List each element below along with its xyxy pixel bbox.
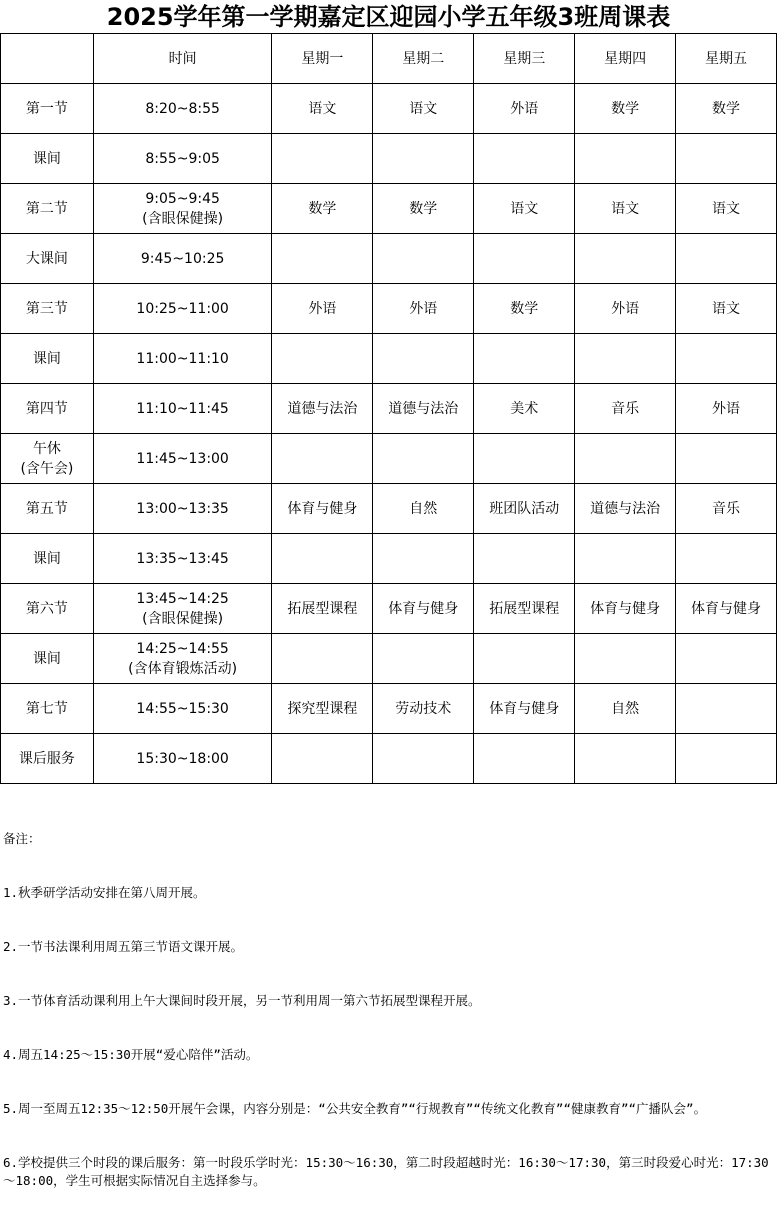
period-name: 第二节: [25, 200, 68, 217]
subject-cell: 自然: [373, 484, 474, 534]
subject-cell: [676, 434, 777, 484]
time-range: 9:05~9:45: [145, 190, 220, 207]
table-row: [1, 84, 777, 134]
table-row: [1, 334, 777, 384]
period-name-cell: [1, 334, 94, 384]
note-item: 2.一节书法课利用周五第三节语文课开展。: [3, 939, 244, 954]
period-name-cell: [1, 184, 94, 234]
note-item: 3.一节体育活动课利用上午大课间时段开展，另一节利用周一第六节拓展型课程开展。: [3, 993, 481, 1008]
time-range: 14:25~14:55: [136, 640, 229, 657]
subject-cell: [373, 434, 474, 484]
subject-cell: [575, 734, 676, 784]
period-name: 午休: [32, 440, 61, 457]
period-name: 课间: [32, 650, 61, 667]
period-name-cell: [1, 584, 94, 634]
subject-cell: [474, 434, 575, 484]
table-row: [1, 134, 777, 184]
subject-cell: [575, 234, 676, 284]
note-item: 4.周五14:25～15:30开展“爱心陪伴”活动。: [3, 1047, 259, 1062]
time-cell: [93, 484, 272, 534]
subject-cell: 语文: [676, 284, 777, 334]
time-range: 10:25~11:00: [136, 300, 229, 317]
period-name-cell: [1, 384, 94, 434]
time-cell: [93, 584, 272, 634]
time-cell: [93, 434, 272, 484]
subject-cell: [676, 134, 777, 184]
subject-cell: 体育与健身: [272, 484, 373, 534]
header-time: 时间: [93, 34, 272, 84]
period-name-cell: [1, 84, 94, 134]
subject-cell: 班团队活动: [474, 484, 575, 534]
subject-cell: 数学: [272, 184, 373, 234]
table-row: [1, 734, 777, 784]
subject-cell: [575, 434, 676, 484]
period-name-cell: [1, 634, 94, 684]
period-name: 课间: [32, 550, 61, 567]
subject-cell: 道德与法治: [272, 384, 373, 434]
subject-cell: [272, 434, 373, 484]
period-name-cell: [1, 684, 94, 734]
time-range: 11:45~13:00: [136, 450, 229, 467]
subject-cell: 体育与健身: [676, 584, 777, 634]
time-cell: [93, 684, 272, 734]
time-cell: [93, 384, 272, 434]
subject-cell: [272, 334, 373, 384]
header-day: 星期四: [575, 34, 676, 84]
subject-cell: 道德与法治: [575, 484, 676, 534]
period-name-cell: [1, 734, 94, 784]
header-blank: [1, 34, 94, 84]
time-range: 8:55~9:05: [145, 150, 220, 167]
time-cell: [93, 534, 272, 584]
period-name: 第一节: [25, 100, 68, 117]
header-day: 星期五: [676, 34, 777, 84]
subject-cell: 自然: [575, 684, 676, 734]
period-name-cell: [1, 134, 94, 184]
subject-cell: 外语: [474, 84, 575, 134]
period-name-cell: [1, 234, 94, 284]
subject-cell: 数学: [474, 284, 575, 334]
subject-cell: 劳动技术: [373, 684, 474, 734]
subject-cell: [373, 534, 474, 584]
subject-cell: 外语: [373, 284, 474, 334]
period-name: 第七节: [25, 700, 68, 717]
table-row: [1, 284, 777, 334]
subject-cell: [272, 134, 373, 184]
subject-cell: 体育与健身: [373, 584, 474, 634]
note-item: 1.秋季研学活动安排在第八周开展。: [3, 885, 206, 900]
subject-cell: 语文: [474, 184, 575, 234]
subject-cell: 数学: [575, 84, 676, 134]
period-name: 第四节: [25, 400, 68, 417]
timetable: [0, 33, 777, 784]
subject-cell: 语文: [575, 184, 676, 234]
subject-cell: [474, 634, 575, 684]
subject-cell: 语文: [373, 84, 474, 134]
subject-cell: [676, 534, 777, 584]
subject-cell: 音乐: [575, 384, 676, 434]
period-name: 课后服务: [18, 750, 75, 767]
subject-cell: [676, 334, 777, 384]
notes-heading: 备注：: [3, 831, 41, 846]
subject-cell: [373, 234, 474, 284]
subject-cell: 体育与健身: [474, 684, 575, 734]
time-range: 8:20~8:55: [145, 100, 220, 117]
notes: [3, 794, 775, 1208]
time-cell: [93, 734, 272, 784]
table-row: [1, 184, 777, 234]
table-row: [1, 234, 777, 284]
subject-cell: [272, 634, 373, 684]
subject-cell: [373, 634, 474, 684]
note-item: 6.学校提供三个时段的课后服务：第一时段乐学时光：15:30～16:30，第二时段超越时光：16:30～17:30，第三时段爱心时光：17:30～18:00，学生可根据实际情况自主选择参与。: [3, 1155, 769, 1188]
header-day: 星期二: [373, 34, 474, 84]
subject-cell: [373, 734, 474, 784]
period-name: 第五节: [25, 500, 68, 517]
time-cell: [93, 84, 272, 134]
subject-cell: 数学: [676, 84, 777, 134]
time-cell: [93, 184, 272, 234]
time-cell: [93, 134, 272, 184]
period-name: 大课间: [25, 250, 68, 267]
subject-cell: [272, 734, 373, 784]
period-name: 第六节: [25, 600, 68, 617]
subject-cell: [575, 334, 676, 384]
header-day: 星期三: [474, 34, 575, 84]
subject-cell: [474, 334, 575, 384]
period-name-cell: [1, 484, 94, 534]
subject-cell: [676, 684, 777, 734]
table-row: [1, 584, 777, 634]
table-row: [1, 484, 777, 534]
subject-cell: [373, 134, 474, 184]
time-range: 11:00~11:10: [136, 350, 229, 367]
period-name-cell: [1, 284, 94, 334]
subject-cell: 拓展型课程: [474, 584, 575, 634]
subject-cell: [373, 334, 474, 384]
subject-cell: 体育与健身: [575, 584, 676, 634]
subject-cell: 数学: [373, 184, 474, 234]
subject-cell: [676, 234, 777, 284]
time-range: 13:45~14:25: [136, 590, 229, 607]
subject-cell: 外语: [676, 384, 777, 434]
subject-cell: [272, 534, 373, 584]
subject-cell: 外语: [272, 284, 373, 334]
subject-cell: [272, 234, 373, 284]
time-range: 14:55~15:30: [136, 700, 229, 717]
time-note: (含体育锻炼活动): [128, 660, 238, 677]
period-name: 课间: [32, 350, 61, 367]
subject-cell: [676, 734, 777, 784]
subject-cell: 语文: [676, 184, 777, 234]
period-name-cell: [1, 534, 94, 584]
time-cell: [93, 234, 272, 284]
subject-cell: [575, 534, 676, 584]
note-item: 5.周一至周五12:35～12:50开展午会课，内容分别是：“公共安全教育”“行规教育”“传统文化教育”“健康教育”“广播队会”。: [3, 1101, 707, 1116]
time-cell: [93, 634, 272, 684]
subject-cell: 语文: [272, 84, 373, 134]
page-title: 2025学年第一学期嘉定区迎园小学五年级3班周课表: [106, 3, 671, 31]
table-row: [1, 534, 777, 584]
period-name-cell: [1, 434, 94, 484]
table-row: [1, 684, 777, 734]
subject-cell: 道德与法治: [373, 384, 474, 434]
subject-cell: [474, 134, 575, 184]
subject-cell: [575, 634, 676, 684]
time-cell: [93, 284, 272, 334]
time-range: 9:45~10:25: [140, 250, 225, 267]
subject-cell: 探究型课程: [272, 684, 373, 734]
table-row: [1, 384, 777, 434]
subject-cell: 拓展型课程: [272, 584, 373, 634]
subject-cell: [474, 534, 575, 584]
period-name: 课间: [32, 150, 61, 167]
subject-cell: [676, 634, 777, 684]
subject-cell: [474, 734, 575, 784]
period-name: 第三节: [25, 300, 68, 317]
subject-cell: 美术: [474, 384, 575, 434]
time-range: 11:10~11:45: [136, 400, 229, 417]
subject-cell: [474, 234, 575, 284]
time-range: 13:35~13:45: [136, 550, 229, 567]
time-note: (含眼保健操): [142, 210, 224, 227]
time-cell: [93, 334, 272, 384]
time-note: (含眼保健操): [142, 610, 224, 627]
time-range: 15:30~18:00: [136, 750, 229, 767]
period-name-note: (含午会): [20, 460, 74, 477]
table-row: [1, 434, 777, 484]
header-row: [1, 34, 777, 84]
subject-cell: 外语: [575, 284, 676, 334]
subject-cell: 音乐: [676, 484, 777, 534]
table-row: [1, 634, 777, 684]
time-range: 13:00~13:35: [136, 500, 229, 517]
header-day: 星期一: [272, 34, 373, 84]
subject-cell: [575, 134, 676, 184]
